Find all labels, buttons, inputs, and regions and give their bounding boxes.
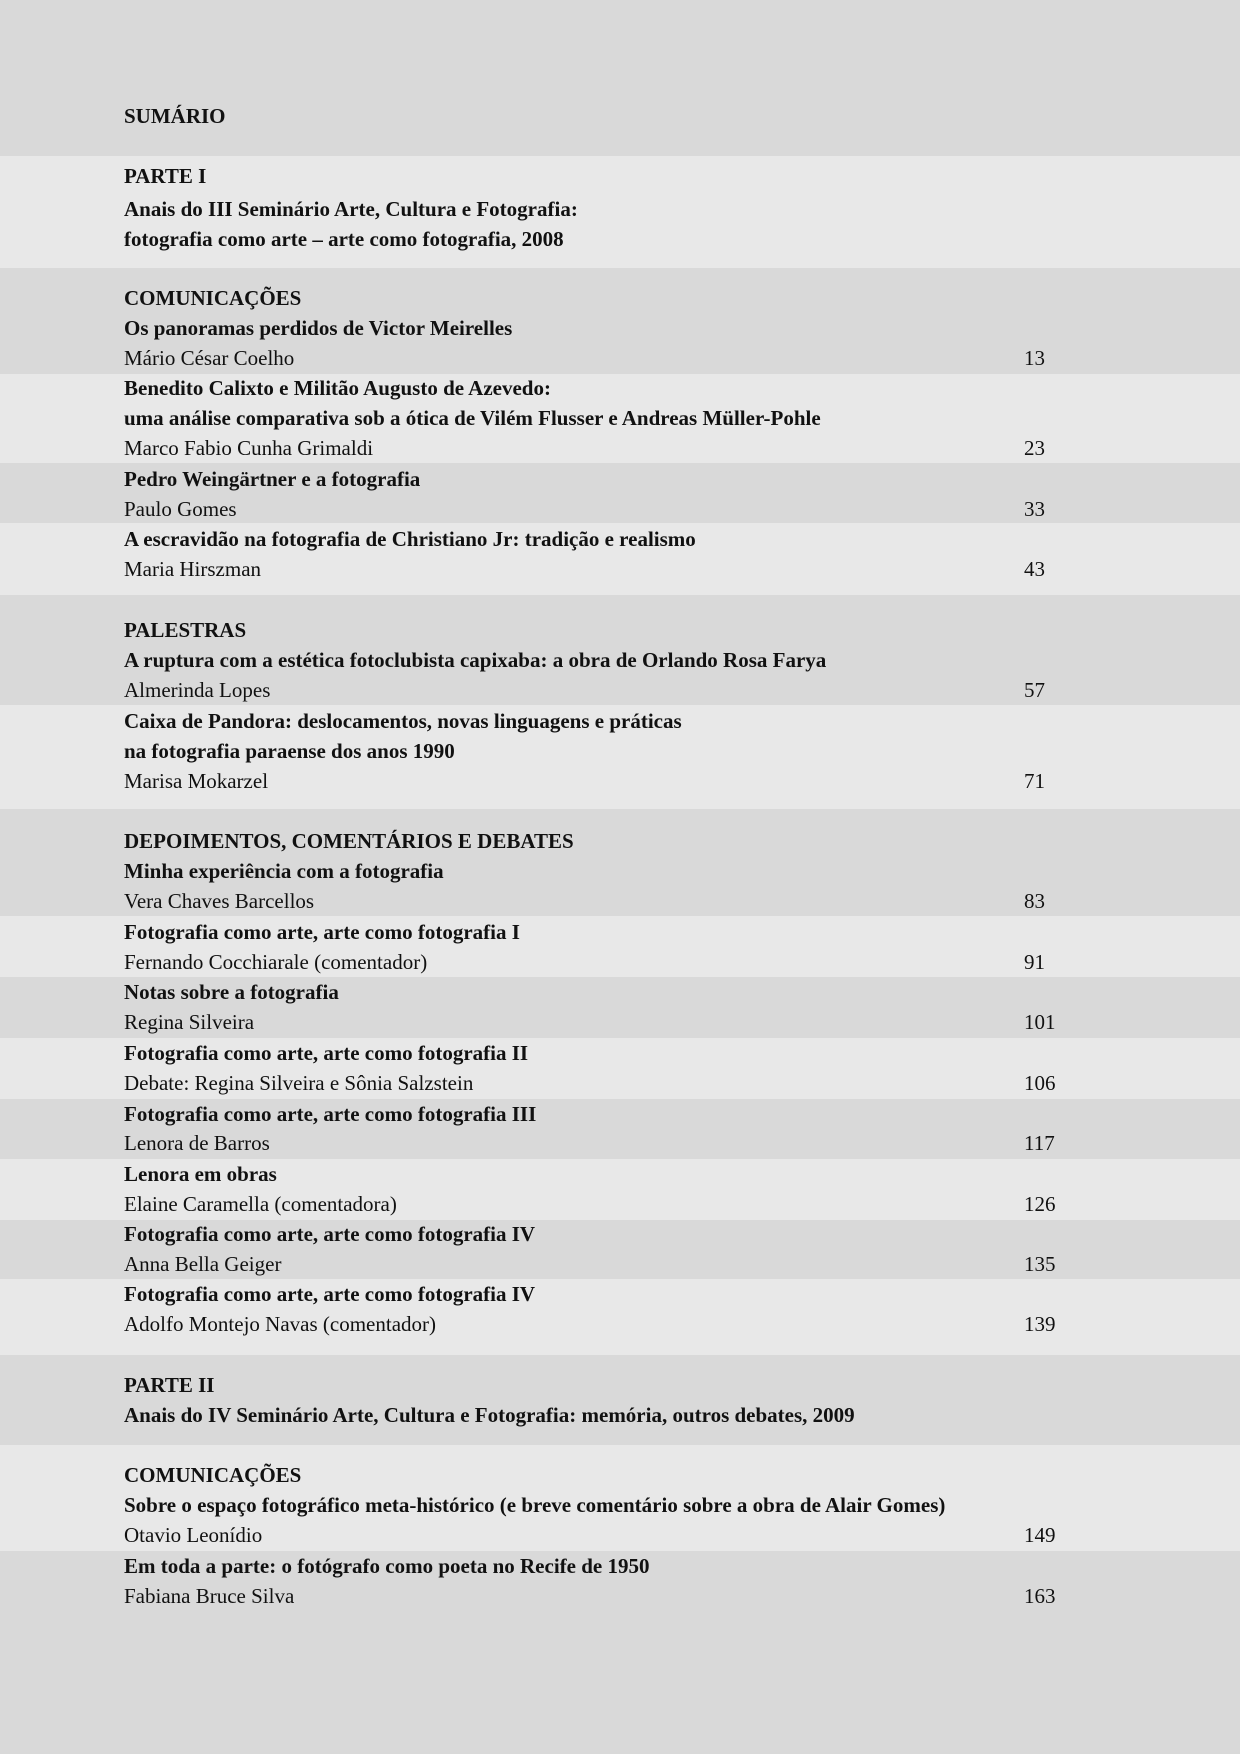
entry-author: Paulo Gomes [124,497,237,521]
entry-page-number: 163 [1024,1584,1056,1608]
entry-title: Em toda a parte: o fotógrafo como poeta no Recife de 1950 [124,1554,650,1578]
entry-title: Fotografia como arte, arte como fotografia I [124,920,520,944]
entry-title: uma análise comparativa sob a ótica de Vilém Flusser e Andreas Müller-Pohle [124,406,821,430]
entry-title: Pedro Weingärtner e a fotografia [124,467,421,491]
entry-title: A escravidão na fotografia de Christiano Jr: tradição e realismo [124,527,696,551]
entry-title: Fotografia como arte, arte como fotografia III [124,1102,537,1126]
entry-page-number: 117 [1024,1131,1055,1155]
part-subtitle: Anais do III Seminário Arte, Cultura e Fotografia: [124,197,578,221]
part-heading: PARTE II [124,1373,215,1397]
entry-author: Anna Bella Geiger [124,1252,282,1276]
entry-page-number: 23 [1024,436,1045,460]
entry-page-number: 71 [1024,769,1045,793]
section-heading: DEPOIMENTOS, COMENTÁRIOS E DEBATES [124,829,574,853]
entry-page-number: 149 [1024,1523,1056,1547]
entry-page-number: 83 [1024,889,1045,913]
entry-title: Minha experiência com a fotografia [124,859,444,883]
part-subtitle: Anais do IV Seminário Arte, Cultura e Fotografia: memória, outros debates, 2009 [124,1403,855,1427]
entry-title: A ruptura com a estética fotoclubista capixaba: a obra de Orlando Rosa Farya [124,648,827,672]
entry-author: Fernando Cocchiarale (comentador) [124,950,428,974]
entry-author: Marisa Mokarzel [124,769,269,793]
entry-author: Elaine Caramella (comentadora) [124,1192,397,1216]
section-heading: COMUNICAÇÕES [124,286,302,310]
entry-author: Marco Fabio Cunha Grimaldi [124,436,374,460]
section-heading: COMUNICAÇÕES [124,1463,302,1487]
section-heading: PALESTRAS [124,618,247,642]
entry-author: Maria Hirszman [124,557,262,581]
entry-author: Fabiana Bruce Silva [124,1584,295,1608]
entry-author: Debate: Regina Silveira e Sônia Salzstein [124,1071,474,1095]
page-title: SUMÁRIO [124,104,226,128]
entry-title: Benedito Calixto e Militão Augusto de Azevedo: [124,376,551,400]
entry-author: Mário César Coelho [124,346,295,370]
entry-page-number: 139 [1024,1312,1056,1336]
entry-author: Adolfo Montejo Navas (comentador) [124,1312,436,1336]
entry-page-number: 135 [1024,1252,1056,1276]
part-heading: PARTE I [124,164,207,188]
entry-title: na fotografia paraense dos anos 1990 [124,739,455,763]
entry-title: Caixa de Pandora: deslocamentos, novas linguagens e práticas [124,709,682,733]
entry-page-number: 57 [1024,678,1045,702]
entry-page-number: 33 [1024,497,1045,521]
entry-page-number: 126 [1024,1192,1056,1216]
entry-page-number: 106 [1024,1071,1056,1095]
entry-page-number: 101 [1024,1010,1056,1034]
entry-author: Almerinda Lopes [124,678,271,702]
entry-title: Os panoramas perdidos de Victor Meirelles [124,316,513,340]
part-subtitle: fotografia como arte – arte como fotografia, 2008 [124,227,564,251]
entry-title: Sobre o espaço fotográfico meta-histórico (e breve comentário sobre a obra de Alair Gomes) [124,1493,946,1517]
entry-title: Notas sobre a fotografia [124,980,339,1004]
entry-author: Regina Silveira [124,1010,255,1034]
entry-title: Lenora em obras [124,1162,277,1186]
entry-title: Fotografia como arte, arte como fotografia IV [124,1282,536,1306]
entry-author: Lenora de Barros [124,1131,270,1155]
entry-page-number: 43 [1024,557,1045,581]
entry-title: Fotografia como arte, arte como fotografia IV [124,1222,536,1246]
entry-author: Vera Chaves Barcellos [124,889,315,913]
entry-author: Otavio Leonídio [124,1523,263,1547]
entry-page-number: 91 [1024,950,1045,974]
band [0,0,1240,156]
entry-title: Fotografia como arte, arte como fotografia II [124,1041,529,1065]
entry-page-number: 13 [1024,346,1045,370]
